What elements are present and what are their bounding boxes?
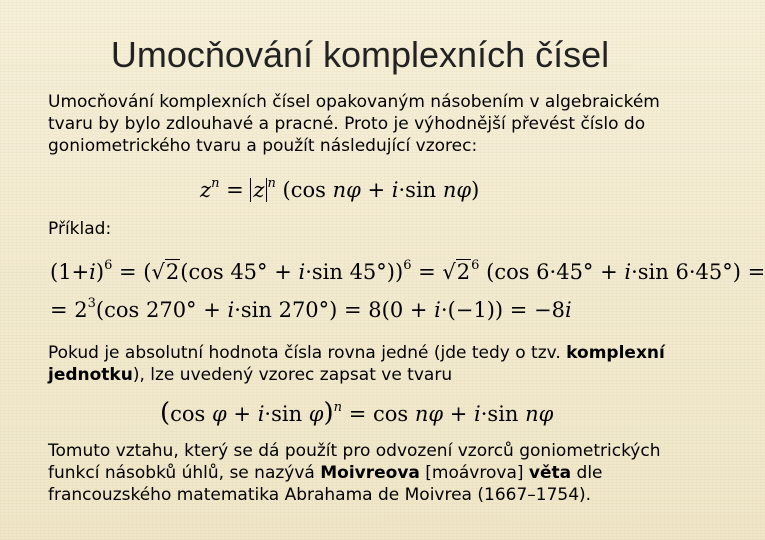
slide-title: Umocňování komplexních čísel: [110, 34, 610, 75]
example-formula-line1: $(1+i)^6 = (√2(\cos$ 45° + i·sin $45^\circ))^6 = √2^6$ (cos 6·45° + i·sin 6·45°) =: [50, 258, 765, 284]
unit-text-2: ), lze uvedený vzorec zapsat ve tvaru: [132, 365, 453, 385]
moivre-paragraph: [48, 440, 688, 506]
example-label: Příklad:: [48, 219, 112, 239]
intro-paragraph: Umocňování komplexních čísel opakovaným násobením v algebraickém tvaru by bylo zdlouhavé a pracné. Proto je výhodnější převést číslo do goniometrického tvaru a použít následující vzorec:: [48, 92, 660, 156]
moivre-text-2: [moávrova]: [419, 463, 529, 483]
unit-term: komplexní jednotku: [48, 343, 665, 385]
power-formula: $z^n = z$ $^n$ (cos nφ + i·sin nφ): [200, 176, 480, 202]
moivre-text-3: dle francouzského matematika Abrahama de Moivrea (1667–1754).: [48, 463, 603, 505]
unit-paragraph: [48, 342, 688, 386]
moivre-term: Moivreova: [320, 463, 420, 483]
example-formula-line2: = $2^3(\cos$ 270° + i·sin 270°) = 8(0 + i·(−1)) = −8i: [50, 296, 572, 322]
moivre-formula: (cos φ + i·sin φ)$^n$ = cos nφ + i·sin nφ: [160, 398, 554, 428]
unit-text-1: Pokud je absolutní hodnota čísla rovna jedné (jde tedy o tzv.: [48, 343, 567, 363]
theorem-term: věta: [528, 463, 572, 483]
moivre-text-1: Tomuto vztahu, který se dá použít pro odvození vzorců goniometrických funkcí násobků úhlů, se nazývá: [48, 441, 661, 483]
